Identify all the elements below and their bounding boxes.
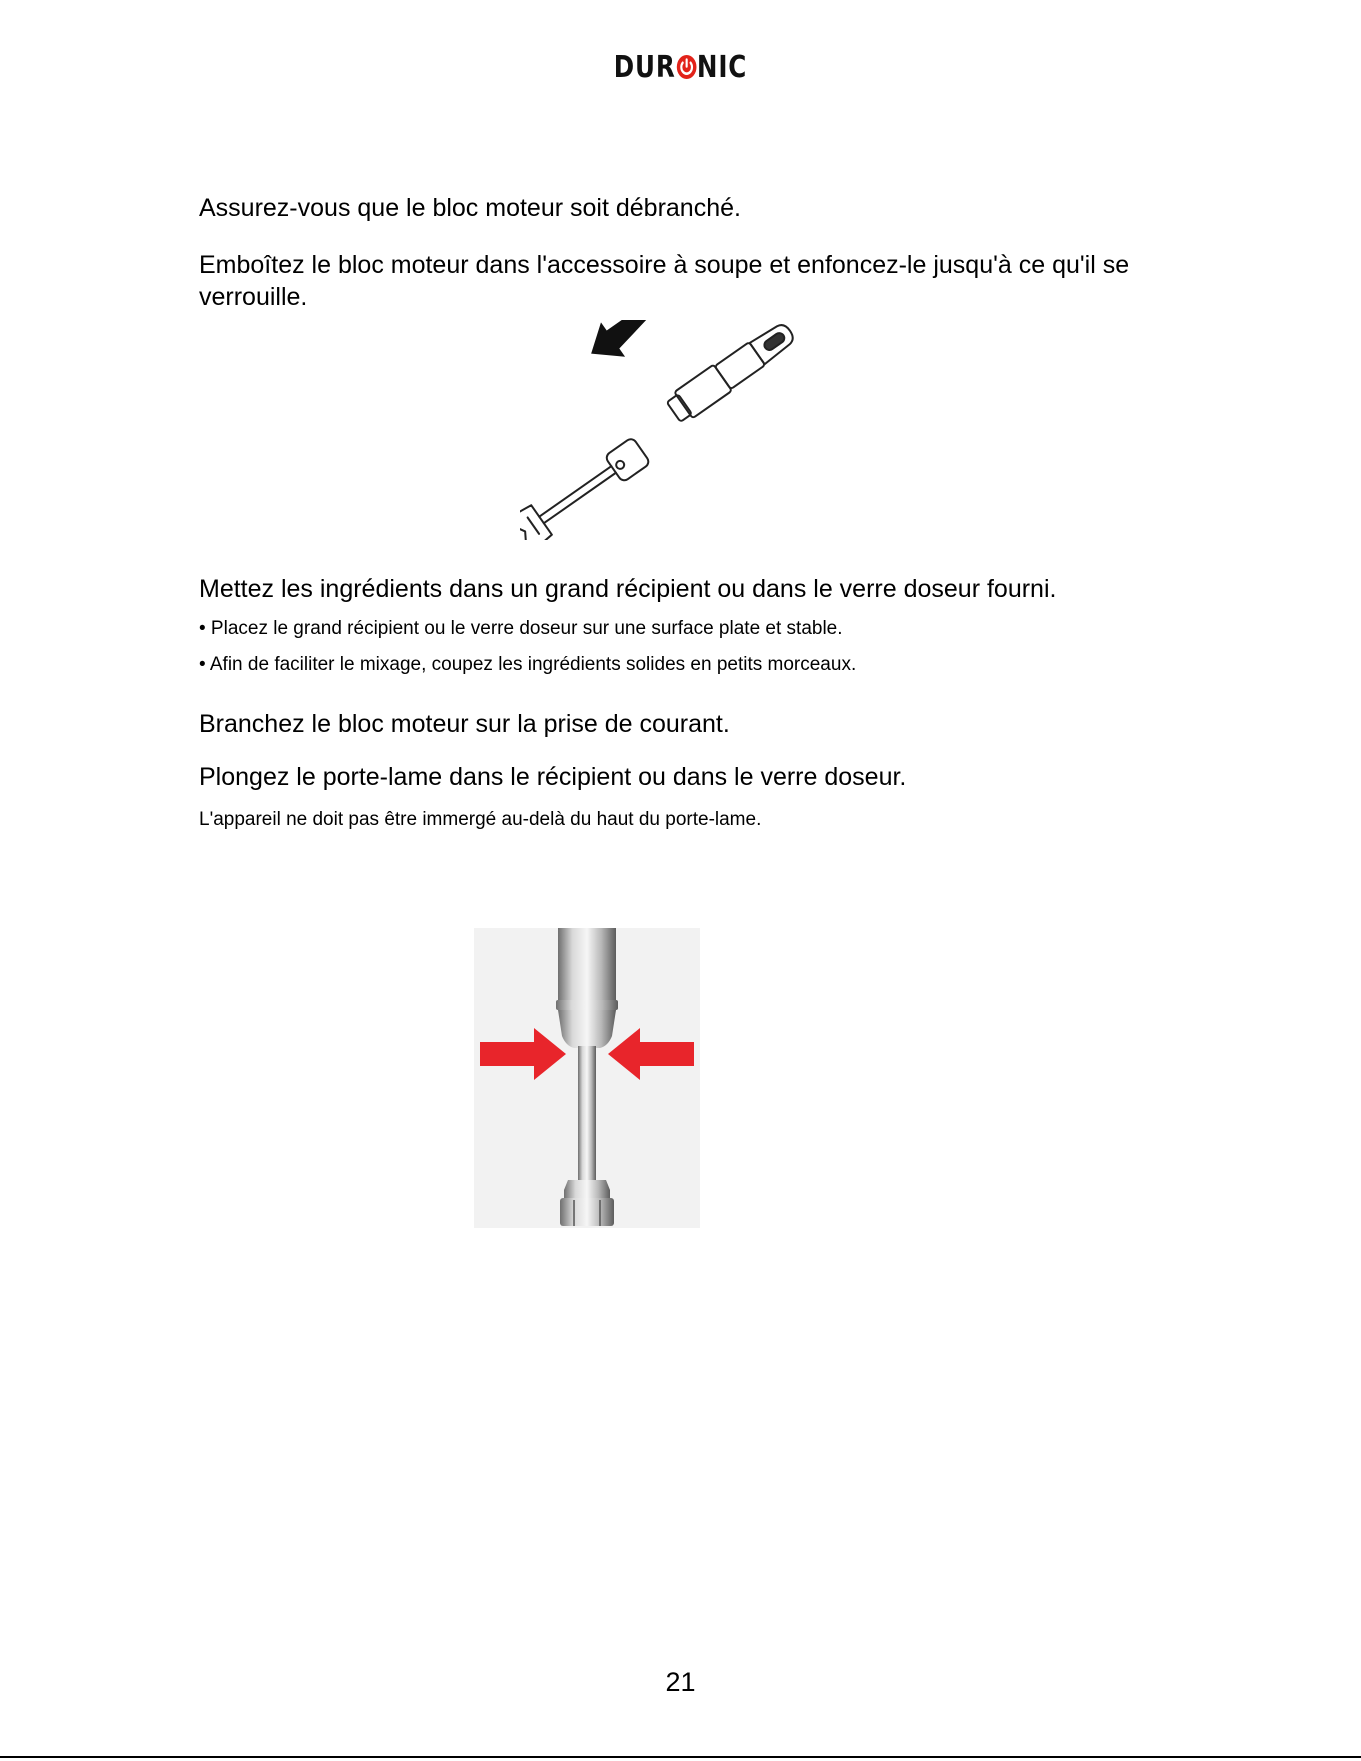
instruction-unplug: Assurez-vous que le bloc moteur soit débranché. — [199, 194, 741, 222]
logo-text-right: NIC — [696, 50, 748, 85]
logo-text-left: DUR — [613, 50, 676, 85]
instruction-attach-line2: verrouille. — [199, 283, 308, 311]
bullet-cut-pieces: • Afin de faciliter le mixage, coupez les ingrédients solides en petits morceaux. — [199, 654, 857, 675]
immersion-depth-illustration — [474, 928, 700, 1228]
bottom-rule — [0, 1756, 1361, 1758]
immersion-warning-note: L'appareil ne doit pas être immergé au-delà du haut du porte-lame. — [199, 809, 762, 830]
instruction-attach-line1: Emboîtez le bloc moteur dans l'accessoire à soupe et enfoncez-le jusqu'à ce qu'il se — [199, 251, 1130, 279]
instruction-plug-in: Branchez le bloc moteur sur la prise de courant. — [199, 710, 730, 738]
attach-motor-illustration — [520, 320, 800, 540]
duronic-logo — [122, 50, 1238, 88]
bullet-stable-surface: • Placez le grand récipient ou le verre doseur sur une surface plate et stable. — [199, 618, 843, 639]
power-icon — [676, 53, 697, 88]
page-number: 21 — [665, 1667, 696, 1697]
instruction-ingredients: Mettez les ingrédients dans un grand récipient ou dans le verre doseur fourni. — [199, 575, 1057, 603]
instruction-immerse: Plongez le porte-lame dans le récipient ou dans le verre doseur. — [199, 763, 907, 791]
